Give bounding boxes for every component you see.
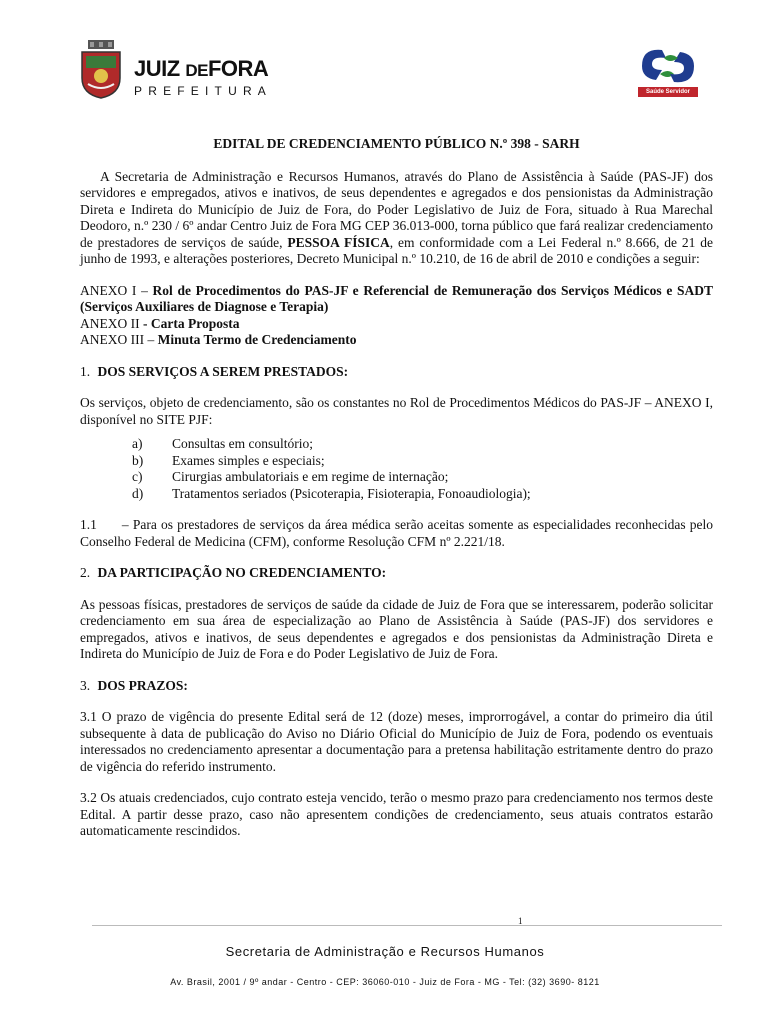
clause-3-1: 3.1 O prazo de vigência do presente Edital será de 12 (doze) meses, improrrogável, a contar do primeiro dia útil subsequente à data de publicação do Aviso no Diário Oficial do Município de Juiz de Fora, podendo os eventuais interessados no credenciamento apresentar a documentação para a pretensa habilitação estritamente dentro do prazo de vigência do referido instrumento. bbox=[80, 709, 713, 774]
document-body bbox=[80, 136, 713, 840]
city-brand bbox=[134, 58, 272, 98]
section-1-text: Os serviços, objeto de credenciamento, são os constantes no Rol de Procedimentos Médicos do PAS-JF – ANEXO I, disponível no SITE PJF: bbox=[80, 395, 713, 427]
city-name: JUIZ DEFORA bbox=[134, 56, 269, 81]
section-1-heading: 1. DOS SERVIÇOS A SEREM PRESTADOS: bbox=[80, 363, 349, 379]
letterhead bbox=[78, 38, 708, 108]
section-2-heading: 2. DA PARTICIPAÇÃO NO CREDENCIAMENTO: bbox=[80, 565, 387, 580]
annex-2: ANEXO II - Carta Proposta bbox=[80, 315, 240, 331]
footer-divider bbox=[92, 925, 722, 926]
coat-of-arms-icon bbox=[78, 40, 124, 100]
footer-address: Av. Brasil, 2001 / 9º andar - Centro - CEP: 36060-010 - Juiz de Fora - MG - Tel: (32) 3690- 8121 bbox=[170, 977, 600, 987]
intro-paragraph: A Secretaria de Administração e Recursos Humanos, através do Plano de Assistência à Saúde (PAS-JF) dos servidores e empregados, ativos e inativos, de seus dependentes e agregados e dos pensionistas da Administração Direta e Indireta do Município de Juiz de Fora, do Poder Legislativo de Juiz de Fora, situado à Rua Marechal Deodoro, n.º 230 / 6º andar Centro Juiz de Fora MG CEP 36.013-000, torna público que fará realizar credenciamento de prestadores de serviços de saúde, PESSOA FÍSICA, em conformidade com a Lei Federal n.º 8.666, de 21 de junho de 1993, e alterações posteriores, Decreto Municipal n.º 10.210, de 16 de abril de 2010 e condições a seguir: bbox=[80, 168, 714, 266]
annex-1: ANEXO I – Rol de Procedimentos do PAS-JF e Referencial de Remuneração dos Serviços Médicos e SADT (Serviços Auxiliares de Diagnose e Terapia) bbox=[80, 282, 713, 314]
page-number: 1 bbox=[518, 916, 523, 926]
clause-1-1: 1.1 – Para os prestadores de serviços da área médica serão aceitas somente as especialidades reconhecidas pelo Conselho Federal de Medicina (CFM), conforme Resolução CFM nº 2.221/18. bbox=[80, 517, 713, 549]
document-title: EDITAL DE CREDENCIAMENTO PÚBLICO N.º 398 - SARH bbox=[213, 136, 580, 151]
prefeitura-label: PREFEITURA bbox=[134, 84, 273, 98]
ss-logo-icon bbox=[638, 44, 698, 88]
list-item: d) Tratamentos seriados (Psicoterapia, Fisioterapia, Fonoaudiologia); bbox=[132, 485, 531, 501]
list-item: c) Cirurgias ambulatoriais e em regime de internação; bbox=[132, 469, 449, 484]
ss-logo-caption: Saúde Servidor bbox=[638, 87, 698, 97]
section-2-text: As pessoas físicas, prestadores de serviços de saúde da cidade de Juiz de Fora que se interessarem, poderão solicitar credenciamento em sua área de especialização ao Plano de Assistência à Saúde (PAS-JF) dos servidores e empregados, ativos e inativos, de seus dependentes e agregados e dos pensionistas da Administração Direta e Indireta do Município de Juiz de Fora e do Poder Legislativo de Juiz de Fora. bbox=[80, 596, 713, 661]
annex-3: ANEXO III – Minuta Termo de Credenciamento bbox=[80, 332, 357, 347]
list-item: a) Consultas em consultório; bbox=[132, 436, 313, 451]
list-item: b) Exames simples e especiais; bbox=[132, 452, 325, 468]
services-list bbox=[132, 436, 713, 502]
saude-servidor-logo bbox=[638, 44, 698, 100]
section-3-heading: 3. DOS PRAZOS: bbox=[80, 677, 188, 693]
footer-title: Secretaria de Administração e Recursos Humanos bbox=[225, 944, 545, 959]
clause-3-2: 3.2 Os atuais credenciados, cujo contrato esteja vencido, terão o mesmo prazo para credenciamento nos termos deste Edital. A partir desse prazo, caso não apresentem condições de credenciamento, seus atuais contratos estarão automaticamente rescindidos. bbox=[80, 790, 713, 838]
